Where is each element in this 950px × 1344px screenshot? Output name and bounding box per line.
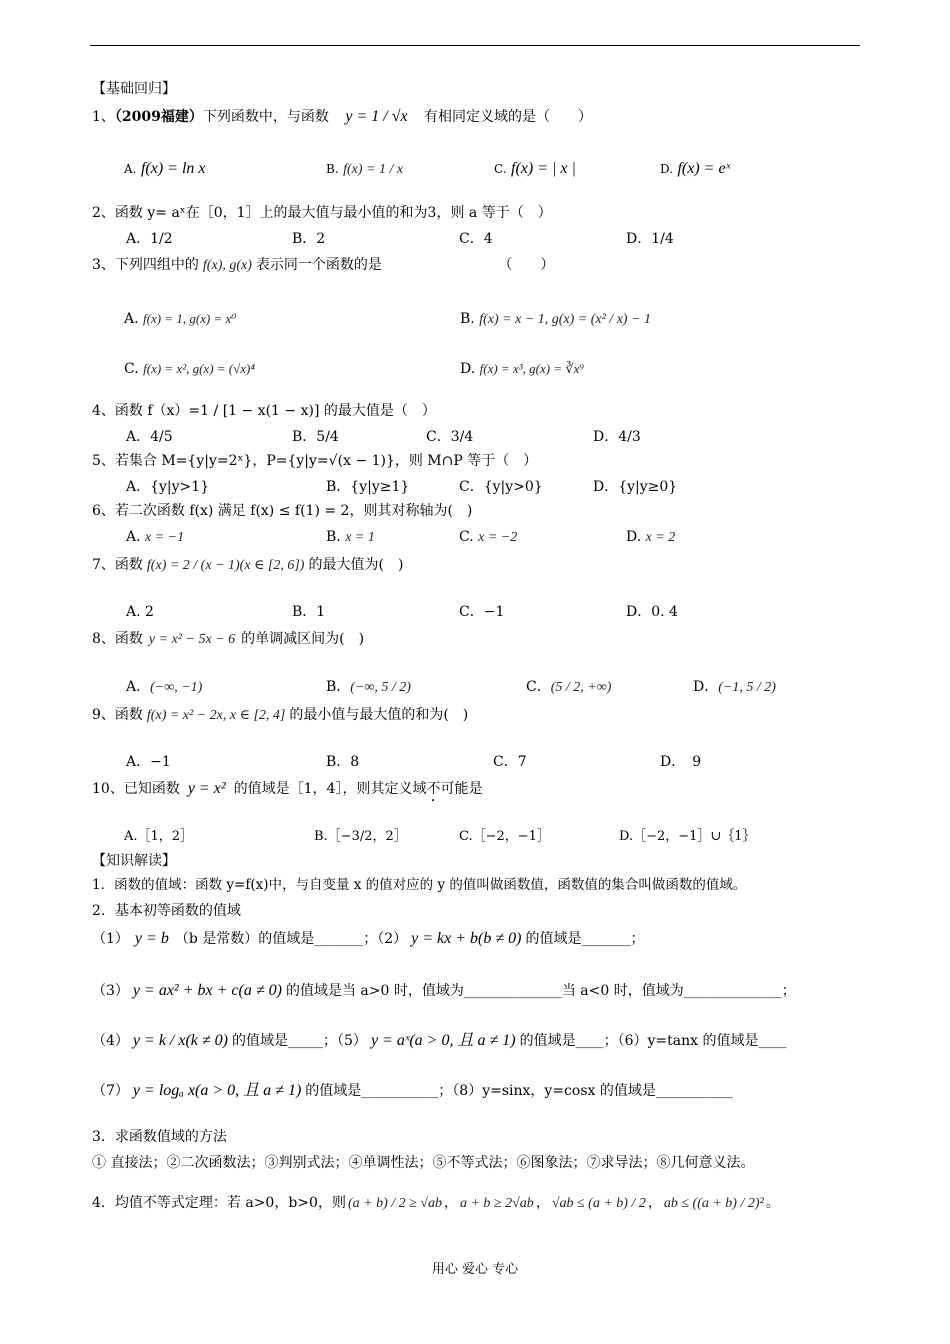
q1-function: y = 1 / √x xyxy=(345,108,408,125)
knowledge-2-7: （7） y = logₐ x(a > 0, 且 a ≠ 1) 的值域是___________；（8）y=sinx，y=cosx 的值域是___________ xyxy=(92,1082,733,1099)
question-9: 9、函数 f(x) = x² − 2x, x ∈ [2, 4] 的最小值与最大值的和为( ) xyxy=(92,707,469,723)
q8-option-d[interactable]: D．(−1, 5 / 2) xyxy=(693,679,776,695)
q5-option-d[interactable]: D．{y|y≥0} xyxy=(593,479,678,495)
q3-option-c[interactable]: C. f(x) = x², g(x) = (√x)⁴ xyxy=(124,361,255,377)
q9-option-b[interactable]: B．8 xyxy=(326,754,360,770)
question-4: 4、函数 f（x）=1 / [1 − x(1 − x)] 的最大值是（ ） xyxy=(92,403,436,419)
q7-function: f(x) = 2 / (x − 1)(x ∈ [2, 6]) xyxy=(146,558,305,573)
q2-option-d[interactable]: D．1/4 xyxy=(626,231,674,247)
knowledge-3-methods: ① 直接法；②二次函数法；③判别式法；④单调性法；⑤不等式法；⑥图象法；⑦求导法；⑧几何意义法。 xyxy=(92,1155,755,1171)
knowledge-2: 2．基本初等函数的值域 xyxy=(92,903,241,919)
section-basic-review: 【基础回归】 xyxy=(92,81,176,97)
question-10: 10、已知函数 y = x² 的值域是［1，4］，则其定义域不可能是 xyxy=(92,780,483,797)
q2-option-a[interactable]: A．1/2 xyxy=(126,231,173,247)
q1-option-d[interactable]: D. f(x) = eˣ xyxy=(660,160,731,177)
emphasis-not: 不 xyxy=(426,781,441,797)
q2-option-b[interactable]: B．2 xyxy=(292,231,326,247)
q6-option-b[interactable]: B. x = 1 xyxy=(326,529,375,545)
q4-option-c[interactable]: C．3/4 xyxy=(426,429,474,445)
question-7: 7、函数 f(x) = 2 / (x − 1)(x ∈ [2, 6]) 的最大值为( ) xyxy=(92,557,404,573)
q7-option-d[interactable]: D．0. 4 xyxy=(626,604,678,620)
q6-option-d[interactable]: D. x = 2 xyxy=(626,529,676,545)
q5-option-c[interactable]: C．{y|y>0} xyxy=(459,479,543,495)
q3-function: f(x), g(x) xyxy=(202,258,252,273)
q4-option-b[interactable]: B．5/4 xyxy=(292,429,339,445)
q9-option-d[interactable]: D． 9 xyxy=(660,754,702,770)
q10-option-d[interactable]: D.［−2，−1］∪｛1｝ xyxy=(619,829,756,844)
knowledge-1: 1．函数的值域：函数 y=f(x)中，与自变量 x 的值对应的 y 的值叫做函数值，函数值的集合叫做函数的值域。 xyxy=(92,877,747,893)
q9-function: f(x) = x² − 2x, x ∈ [2, 4] xyxy=(146,708,286,723)
q9-option-a[interactable]: A．−1 xyxy=(126,754,171,770)
knowledge-2-3: （3） y = ax² + bx + c(a ≠ 0) 的值域是当 a>0 时，值域为______________当 a<0 时，值域为______________； xyxy=(92,982,796,999)
q2-option-c[interactable]: C．4 xyxy=(459,231,493,247)
q4-option-d[interactable]: D．4/3 xyxy=(593,429,641,445)
q10-option-c[interactable]: C.［−2，−1］ xyxy=(459,829,550,844)
q10-option-b[interactable]: B.［−3/2，2］ xyxy=(314,829,407,844)
q3-option-a[interactable]: A. f(x) = 1, g(x) = x⁰ xyxy=(124,311,237,327)
question-5: 5、若集合 M={y|y=2ˣ}，P={y|y=√(x − 1)}，则 M∩P 等于（ ） xyxy=(92,453,538,469)
q3-option-b[interactable]: B. f(x) = x − 1, g(x) = (x² / x) − 1 xyxy=(460,311,652,327)
knowledge-2-4: （4） y = k / x(k ≠ 0) 的值域是_____；（5） y = aˣ(a > 0, 且 a ≠ 1) 的值域是____；（6）y=tanx 的值域是____ xyxy=(92,1032,787,1049)
knowledge-4: 4．均值不等式定理：若 a>0，b>0，则 (a + b) / 2 ≥ √ab ， a + b ≥ 2√ab ， √ab ≤ (a + b) / 2 ， ab ≤ ((a + b) / 2)² 。 xyxy=(92,1195,780,1211)
q1-option-a[interactable]: A. f(x) = ln x xyxy=(124,160,206,177)
q8-option-b[interactable]: B．(−∞, 5 / 2) xyxy=(326,679,411,695)
question-6: 6、若二次函数 f(x) 满足 f(x) ≤ f(1) = 2，则其对称轴为( ) xyxy=(92,503,473,519)
q5-option-b[interactable]: B．{y|y≥1} xyxy=(326,479,410,495)
q8-option-c[interactable]: C．(5 / 2, +∞) xyxy=(526,679,612,695)
q1-option-c[interactable]: C. f(x) = | x | xyxy=(494,160,576,177)
knowledge-2-1: （1） y = b （b 是常数）的值域是_______；（2） y = kx + b(b ≠ 0) 的值域是_______； xyxy=(92,930,645,947)
q8-option-a[interactable]: A．(−∞, −1) xyxy=(126,679,203,695)
section-knowledge: 【知识解读】 xyxy=(92,853,176,869)
q6-option-a[interactable]: A. x = −1 xyxy=(126,529,185,545)
q10-option-a[interactable]: A.［1，2］ xyxy=(124,829,194,844)
q7-option-b[interactable]: B．1 xyxy=(292,604,326,620)
header-rule xyxy=(90,45,860,46)
question-8: 8、函数 y = x² − 5x − 6 的单调减区间为( ) xyxy=(92,631,365,647)
question-3: 3、下列四组中的 f(x), g(x) 表示同一个函数的是 （ ） xyxy=(92,257,555,273)
q3-option-d[interactable]: D. f(x) = x³, g(x) = ∛x⁹ xyxy=(460,361,584,377)
q1-option-b[interactable]: B. f(x) = 1 / x xyxy=(326,162,404,177)
q5-option-a[interactable]: A．{y|y>1} xyxy=(126,479,210,495)
knowledge-3: 3．求函数值域的方法 xyxy=(92,1129,227,1145)
q10-function: y = x² xyxy=(187,780,226,797)
q7-option-c[interactable]: C．−1 xyxy=(459,604,505,620)
q9-option-c[interactable]: C．7 xyxy=(493,754,527,770)
q8-function: y = x² − 5x − 6 xyxy=(148,632,236,647)
q4-option-a[interactable]: A．4/5 xyxy=(126,429,173,445)
q7-option-a[interactable]: A. 2 xyxy=(126,604,154,620)
question-1: 1、（2009福建）下列函数中，与函数 y = 1 / √x 有相同定义域的是（ ） xyxy=(92,108,593,125)
page-footer: 用心 爱心 专心 xyxy=(431,1262,519,1277)
q6-option-c[interactable]: C. x = −2 xyxy=(459,529,518,545)
question-2: 2、函数 y= aˣ在［0，1］上的最大值与最小值的和为3，则 a 等于（ ） xyxy=(92,205,552,221)
